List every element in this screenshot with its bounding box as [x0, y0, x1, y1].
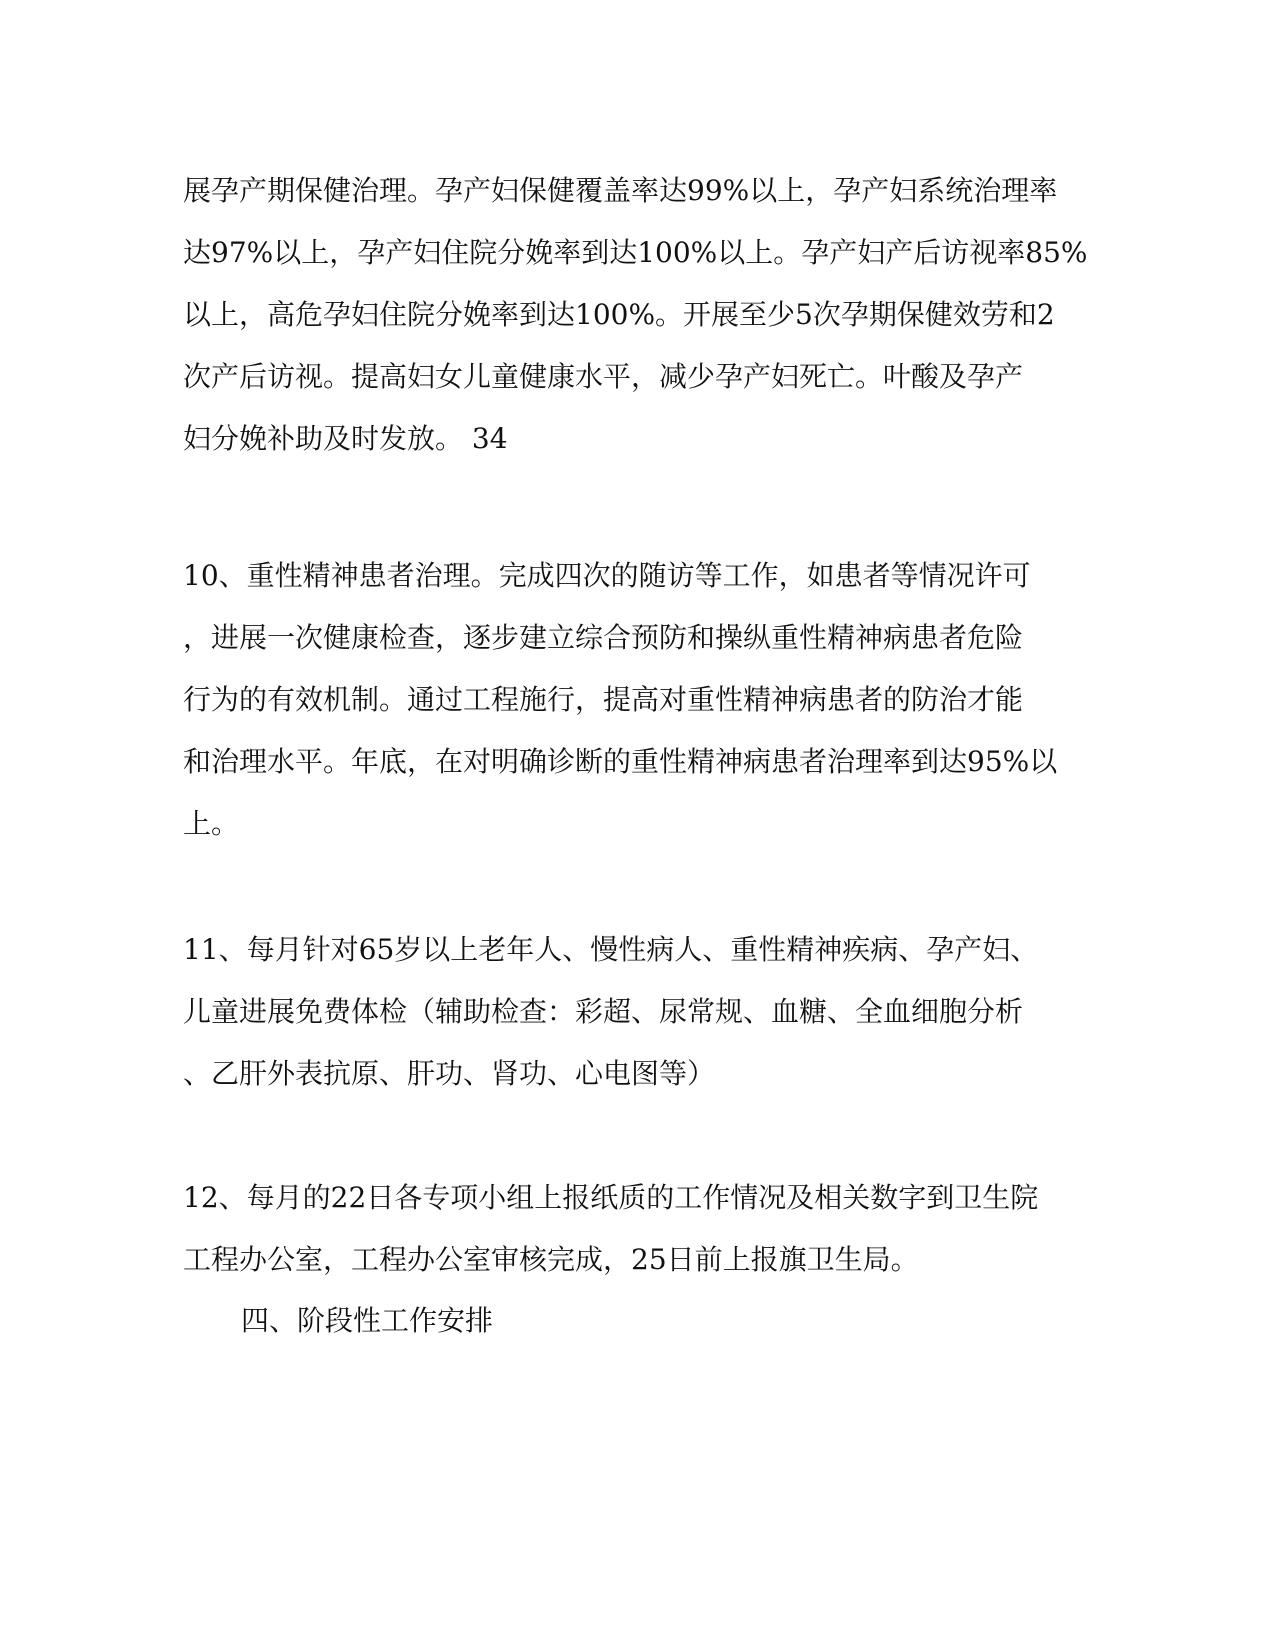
text-line: 以上，高危孕妇住院分娩率到达100%。开展至少5次孕期保健效劳和2 — [183, 298, 1055, 331]
section-heading: 四、阶段性工作安排 — [241, 1304, 494, 1337]
text-line: 达97%以上，孕产妇住院分娩率到达100%以上。孕产妇产后访视率85% — [183, 236, 1088, 269]
text-line: 次产后访视。提高妇女儿童健康水平，减少孕产妇死亡。叶酸及孕产 — [183, 360, 1024, 393]
paragraph-item-12 — [183, 1167, 1063, 1291]
text-line: 妇分娩补助及时发放。 34 — [183, 422, 508, 455]
text-line: 工程办公室，工程办公室审核完成，25日前上报旗卫生局。 — [183, 1243, 919, 1276]
text-line: 行为的有效机制。通过工程施行，提高对重性精神病患者的防治才能 — [183, 683, 1024, 716]
text-line: 10、重性精神患者治理。完成四次的随访等工作，如患者等情况许可 — [183, 559, 1031, 592]
text-line: 上。 — [183, 807, 240, 840]
paragraph-item-11 — [183, 919, 1063, 1105]
text-line: 、乙肝外表抗原、肝功、肾功、心电图等） — [183, 1057, 716, 1090]
paragraph-item-10 — [183, 545, 1063, 855]
text-line: 12、每月的22日各专项小组上报纸质的工作情况及相关数字到卫生院 — [183, 1181, 1039, 1214]
paragraph-maternal-health — [183, 160, 1088, 470]
text-line: 儿童进展免费体检（辅助检查：彩超、尿常规、血糖、全血细胞分析 — [183, 995, 1024, 1028]
text-line: 11、每月针对65岁以上老年人、慢性病人、重性精神疾病、孕产妇、 — [183, 933, 1039, 966]
text-line: 展孕产期保健治理。孕产妇保健覆盖率达99%以上，孕产妇系统治理率 — [183, 174, 1058, 207]
text-line: ，进展一次健康检查，逐步建立综合预防和操纵重性精神病患者危险 — [183, 621, 1024, 654]
text-line: 和治理水平。年底，在对明确诊断的重性精神病患者治理率到达95%以 — [183, 745, 1058, 778]
